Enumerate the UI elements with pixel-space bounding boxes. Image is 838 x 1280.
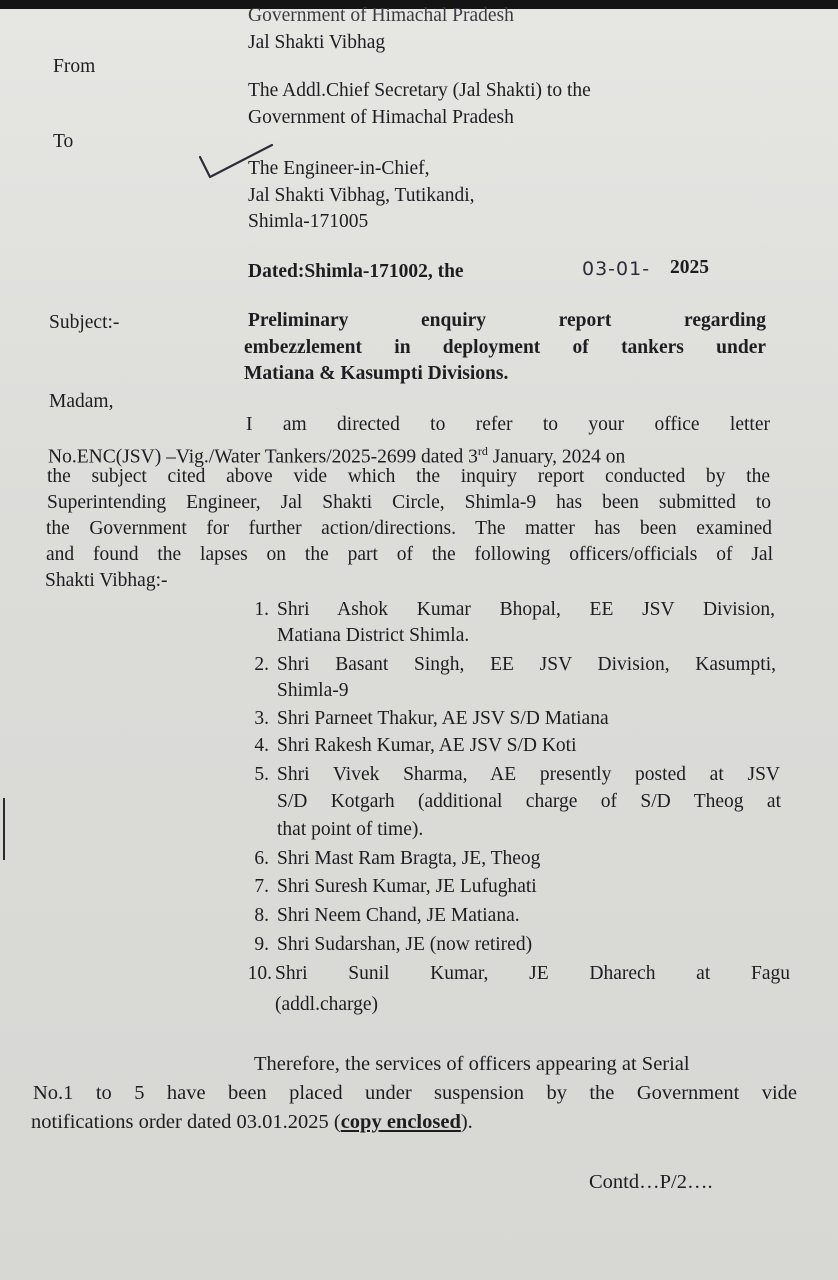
body-line-6: and found the lapses on the part of the following officers/officials of Jal <box>46 544 773 565</box>
officer-5-line-3: that point of time). <box>277 819 424 840</box>
officer-5-number: 5. <box>254 764 269 785</box>
officer-10-line-1: Shri Sunil Kumar, JE Dharech at Fagu <box>275 963 790 984</box>
to-label: To <box>53 131 74 152</box>
continued-note: Contd…P/2…. <box>589 1171 713 1193</box>
subject-line-3: Matiana & Kasumpti Divisions. <box>244 363 509 384</box>
closing-line-2: No.1 to 5 have been placed under suspension by the Government vide <box>33 1082 797 1104</box>
officer-8-number: 8. <box>254 905 269 926</box>
officer-3-line-1: Shri Parneet Thakur, AE JSV S/D Matiana <box>277 708 609 729</box>
officer-9-number: 9. <box>254 934 269 955</box>
officer-10-number: 10. <box>247 963 272 984</box>
officer-1-line-2: Matiana District Shimla. <box>277 625 470 646</box>
closing-line-1: Therefore, the services of officers appearing at Serial <box>254 1053 690 1075</box>
officer-7-number: 7. <box>254 876 269 897</box>
closing-line-3: notifications order dated 03.01.2025 (copy enclosed). <box>31 1111 473 1133</box>
officer-3-number: 3. <box>254 708 269 729</box>
from-label: From <box>53 56 96 77</box>
officer-1-number: 1. <box>254 599 269 620</box>
to-line-2: Jal Shakti Vibhag, Tutikandi, <box>248 185 475 206</box>
copy-enclosed-text: copy enclosed <box>340 1111 461 1133</box>
officer-6-number: 6. <box>254 848 269 869</box>
handwritten-date: 03-01- <box>582 258 651 280</box>
officer-2-line-2: Shimla-9 <box>277 680 349 701</box>
body-line-3: the subject cited above vide which the inquiry report conducted by the <box>47 466 770 487</box>
edge-mark <box>3 798 5 860</box>
officer-5-line-2: S/D Kotgarh (additional charge of S/D Theog at <box>277 791 781 812</box>
officer-2-number: 2. <box>254 654 269 675</box>
body-line-5: the Government for further action/directions. The matter has been examined <box>46 518 772 539</box>
officer-10-line-2: (addl.charge) <box>275 994 379 1015</box>
from-line-1: The Addl.Chief Secretary (Jal Shakti) to the <box>248 80 591 101</box>
officer-4-line-1: Shri Rakesh Kumar, AE JSV S/D Koti <box>277 735 577 756</box>
subject-line-1: Preliminary enquiry report regarding <box>248 310 766 331</box>
subject-line-2: embezzlement in deployment of tankers under <box>244 337 766 358</box>
officer-2-line-1: Shri Basant Singh, EE JSV Division, Kasumpti, <box>277 654 776 675</box>
letterhead-government: Government of Himachal Pradesh <box>248 5 514 26</box>
officer-5-line-1: Shri Vivek Sharma, AE presently posted at JSV <box>277 764 780 785</box>
salutation: Madam, <box>49 391 114 412</box>
body-line-2: No.ENC(JSV) –Vig./Water Tankers/2025-2699 dated 3rd January, 2024 on <box>48 444 626 468</box>
body-line-1: I am directed to refer to your office letter <box>246 414 770 435</box>
officer-4-number: 4. <box>254 735 269 756</box>
to-line-1: The Engineer-in-Chief, <box>248 158 430 179</box>
dated-label: Dated:Shimla-171002, the <box>248 261 464 282</box>
dated-year: 2025 <box>670 257 709 278</box>
body-line-4: Superintending Engineer, Jal Shakti Circle, Shimla-9 has been submitted to <box>47 492 771 513</box>
officer-8-line-1: Shri Neem Chand, JE Matiana. <box>277 905 520 926</box>
officer-9-line-1: Shri Sudarshan, JE (now retired) <box>277 934 533 955</box>
body-line-7: Shakti Vibhag:- <box>45 570 168 591</box>
officer-6-line-1: Shri Mast Ram Bragta, JE, Theog <box>277 848 541 869</box>
officer-1-line-1: Shri Ashok Kumar Bhopal, EE JSV Division, <box>277 599 775 620</box>
subject-label: Subject:- <box>49 312 120 333</box>
to-line-3: Shimla-171005 <box>248 211 369 232</box>
from-line-2: Government of Himachal Pradesh <box>248 107 514 128</box>
letterhead-department: Jal Shakti Vibhag <box>248 32 386 53</box>
officer-7-line-1: Shri Suresh Kumar, JE Lufughati <box>277 876 537 897</box>
